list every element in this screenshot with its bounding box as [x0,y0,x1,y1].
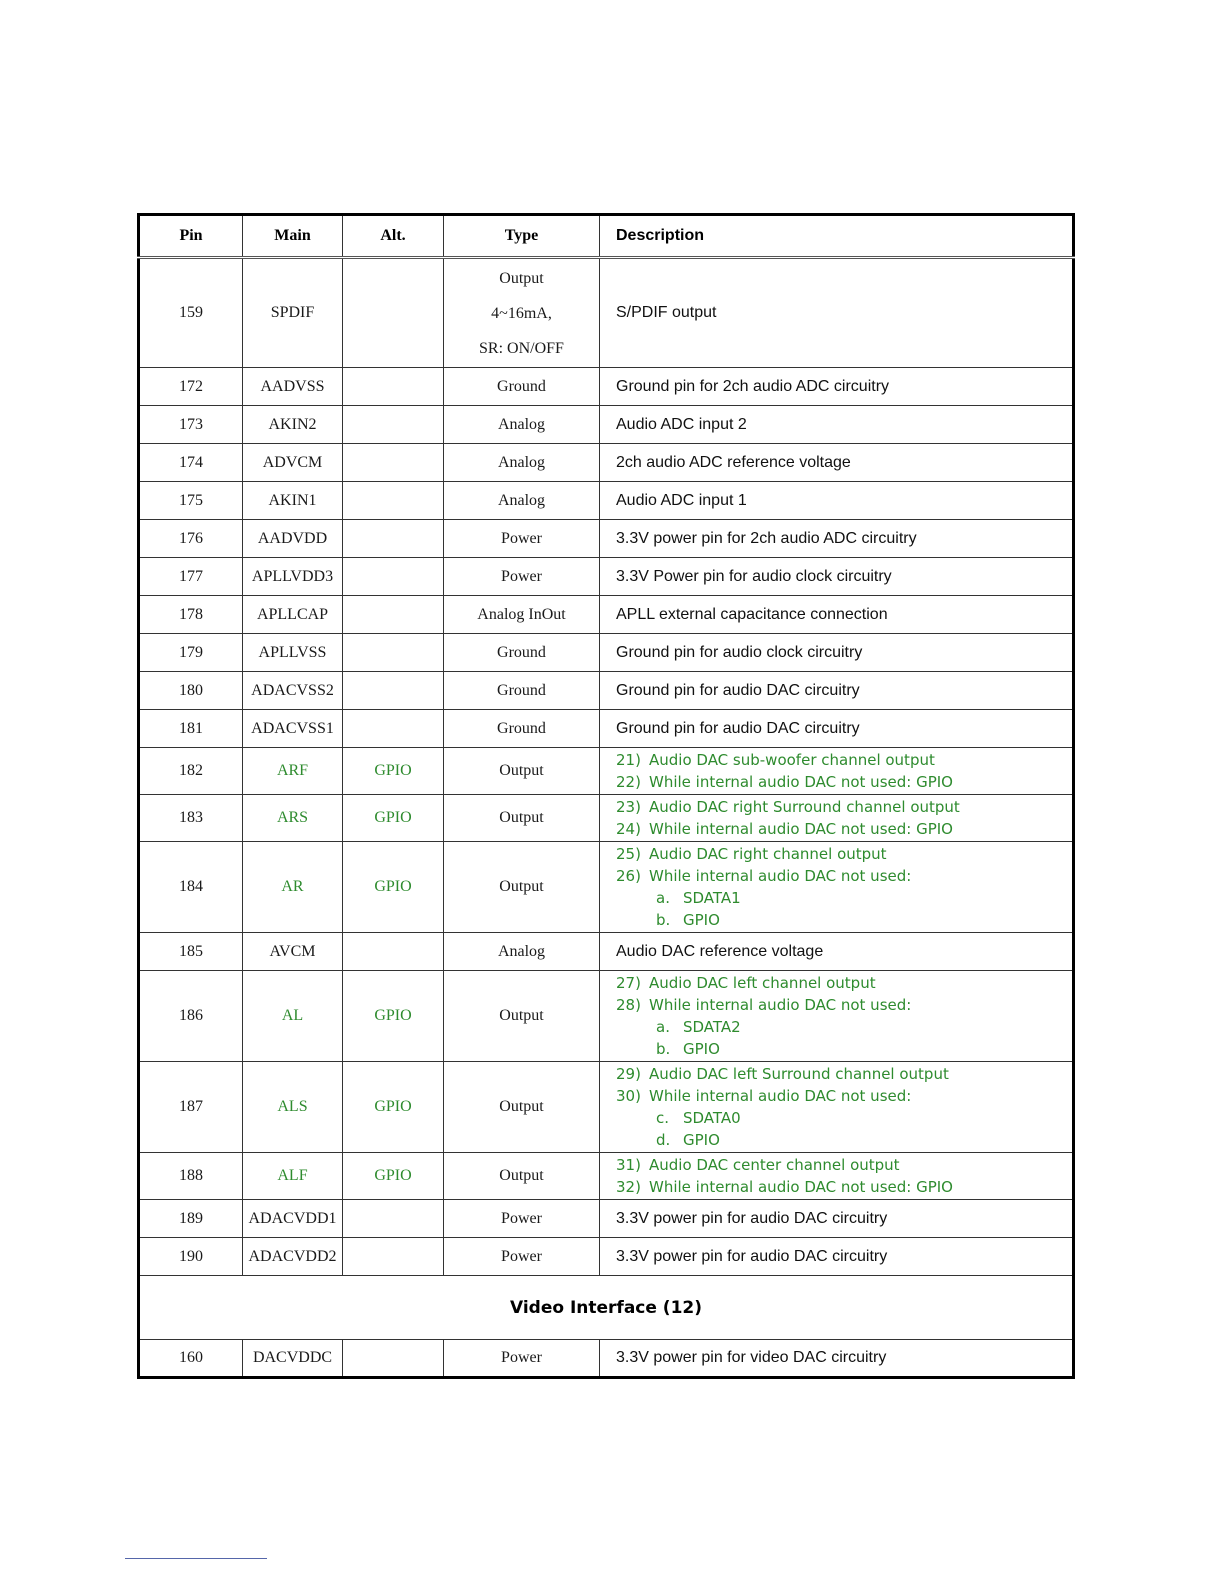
description-list [600,842,1072,932]
description-list [600,748,1072,794]
table-row [139,596,1074,634]
pin-type: Power [444,1340,600,1378]
main-function: AADVSS [243,368,343,406]
table-row [139,1200,1074,1238]
pin-description: APLL external capacitance connection [600,596,1074,634]
alt-function [343,558,444,596]
alt-function: GPIO [343,842,444,933]
pin-type: Ground [444,368,600,406]
main-function: ADVCM [243,444,343,482]
alt-function [343,933,444,971]
main-function: ALF [243,1153,343,1200]
table-row [139,1153,1074,1200]
pin-number: 176 [139,520,243,558]
main-function: AKIN2 [243,406,343,444]
alt-function [343,368,444,406]
description-list [600,971,1072,1061]
list-item: 24) While internal audio DAC not used: GPIO [616,820,953,838]
table-row [139,634,1074,672]
pin-type: Ground [444,634,600,672]
pin-description: 3.3V power pin for audio DAC circuitry [600,1238,1074,1276]
alt-function [343,710,444,748]
pin-type: Analog [444,444,600,482]
table-row [139,842,1074,933]
pin-description: 3.3V power pin for video DAC circuitry [600,1340,1074,1378]
pin-type: Ground [444,672,600,710]
pin-number: 186 [139,971,243,1062]
pin-description [600,795,1074,842]
pin-type: Analog [444,406,600,444]
main-function: ARS [243,795,343,842]
main-function: ADACVSS1 [243,710,343,748]
pin-description-table [137,213,1075,1379]
main-function: ADACVSS2 [243,672,343,710]
sub-list-item: c. SDATA0 [656,1109,741,1127]
pin-number: 179 [139,634,243,672]
main-function: DACVDDC [243,1340,343,1378]
table-row [139,1340,1074,1378]
table-row [139,933,1074,971]
table-row [139,1238,1074,1276]
pin-number: 180 [139,672,243,710]
pin-number: 185 [139,933,243,971]
pin-number: 190 [139,1238,243,1276]
pin-type-line: 4~16mA, [491,304,552,322]
pin-type: Power [444,558,600,596]
main-function: AVCM [243,933,343,971]
pin-number: 182 [139,748,243,795]
main-function: AADVDD [243,520,343,558]
pin-description [600,971,1074,1062]
table-row [139,368,1074,406]
alt-function [343,520,444,558]
alt-function: GPIO [343,748,444,795]
pin-type: Output [444,795,600,842]
section-row [139,1276,1074,1340]
list-item: 26) While internal audio DAC not used: [616,867,912,885]
sub-list-item: d. GPIO [656,1131,720,1149]
pin-number: 174 [139,444,243,482]
table-row [139,520,1074,558]
list-item: 30) While internal audio DAC not used: [616,1087,912,1105]
pin-description [600,842,1074,933]
sub-list-item: b. GPIO [656,911,720,929]
alt-function [343,1340,444,1378]
pin-description [600,1062,1074,1153]
table-row [139,258,1074,368]
pin-number: 181 [139,710,243,748]
main-function: APLLVDD3 [243,558,343,596]
main-function: AR [243,842,343,933]
alt-function [343,672,444,710]
pin-number: 184 [139,842,243,933]
pin-description: Ground pin for audio clock circuitry [600,634,1074,672]
footnote-divider [125,1558,267,1559]
alt-function [343,1238,444,1276]
alt-function [343,444,444,482]
pin-type: Power [444,1238,600,1276]
pin-type: Output [444,1062,600,1153]
pin-type: Output [444,748,600,795]
header-description: Description [600,215,1074,258]
alt-function: GPIO [343,971,444,1062]
table-row [139,1062,1074,1153]
pin-type [444,258,600,368]
alt-function [343,634,444,672]
pin-description [600,748,1074,795]
alt-function [343,1200,444,1238]
pin-description: Audio ADC input 1 [600,482,1074,520]
pin-description: 3.3V power pin for audio DAC circuitry [600,1200,1074,1238]
list-item: 23) Audio DAC right Surround channel output [616,798,960,816]
alt-function [343,406,444,444]
header-pin: Pin [139,215,243,258]
pin-description: Audio ADC input 2 [600,406,1074,444]
section-title-video-interface: Video Interface (12) [139,1276,1074,1340]
pin-description [600,1153,1074,1200]
description-list [600,1062,1072,1152]
main-function: AKIN1 [243,482,343,520]
pin-type: Output [444,842,600,933]
alt-function: GPIO [343,1062,444,1153]
main-function: ADACVDD1 [243,1200,343,1238]
table-header-row [139,215,1074,258]
sub-list-item: b. GPIO [656,1040,720,1058]
header-type: Type [444,215,600,258]
pin-number: 175 [139,482,243,520]
pin-description: Ground pin for 2ch audio ADC circuitry [600,368,1074,406]
table-row [139,795,1074,842]
pin-number: 160 [139,1340,243,1378]
pin-number: 177 [139,558,243,596]
pin-type: Power [444,1200,600,1238]
pin-type: Analog [444,933,600,971]
list-item: 31) Audio DAC center channel output [616,1156,900,1174]
sub-list-item: a. SDATA2 [656,1018,741,1036]
table-row [139,406,1074,444]
table-row [139,444,1074,482]
list-item: 28) While internal audio DAC not used: [616,996,912,1014]
main-function: APLLCAP [243,596,343,634]
pin-type: Analog InOut [444,596,600,634]
pin-type: Output [444,971,600,1062]
description-list [600,1153,1072,1199]
list-item: 27) Audio DAC left channel output [616,974,876,992]
pin-type-line: SR: ON/OFF [479,339,564,357]
table-row [139,558,1074,596]
pin-number: 159 [139,258,243,368]
list-item: 25) Audio DAC right channel output [616,845,887,863]
pin-description: 3.3V power pin for 2ch audio ADC circuitry [600,520,1074,558]
pin-description: S/PDIF output [600,258,1074,368]
sub-list-item: a. SDATA1 [656,889,741,907]
table-row [139,748,1074,795]
pin-number: 187 [139,1062,243,1153]
table-row [139,672,1074,710]
main-function: SPDIF [243,258,343,368]
main-function: ADACVDD2 [243,1238,343,1276]
pin-number: 172 [139,368,243,406]
list-item: 29) Audio DAC left Surround channel output [616,1065,949,1083]
pin-description: Ground pin for audio DAC circuitry [600,710,1074,748]
alt-function [343,596,444,634]
list-item: 22) While internal audio DAC not used: GPIO [616,773,953,791]
alt-function: GPIO [343,1153,444,1200]
pin-type: Output [444,1153,600,1200]
pin-type-line: Output [499,269,544,287]
pin-description: 2ch audio ADC reference voltage [600,444,1074,482]
pin-type: Ground [444,710,600,748]
header-main: Main [243,215,343,258]
main-function: ALS [243,1062,343,1153]
pin-description: 3.3V Power pin for audio clock circuitry [600,558,1074,596]
list-item: 21) Audio DAC sub-woofer channel output [616,751,935,769]
pin-number: 189 [139,1200,243,1238]
table-row [139,482,1074,520]
table-row [139,710,1074,748]
main-function: ARF [243,748,343,795]
pin-number: 178 [139,596,243,634]
pin-description: Audio DAC reference voltage [600,933,1074,971]
pin-type: Power [444,520,600,558]
table-row [139,971,1074,1062]
pin-number: 173 [139,406,243,444]
main-function: AL [243,971,343,1062]
description-list [600,795,1072,841]
alt-function: GPIO [343,795,444,842]
alt-function [343,482,444,520]
pin-description: Ground pin for audio DAC circuitry [600,672,1074,710]
pin-type: Analog [444,482,600,520]
main-function: APLLVSS [243,634,343,672]
alt-function [343,258,444,368]
pin-number: 188 [139,1153,243,1200]
pin-number: 183 [139,795,243,842]
list-item: 32) While internal audio DAC not used: GPIO [616,1178,953,1196]
header-alt: Alt. [343,215,444,258]
